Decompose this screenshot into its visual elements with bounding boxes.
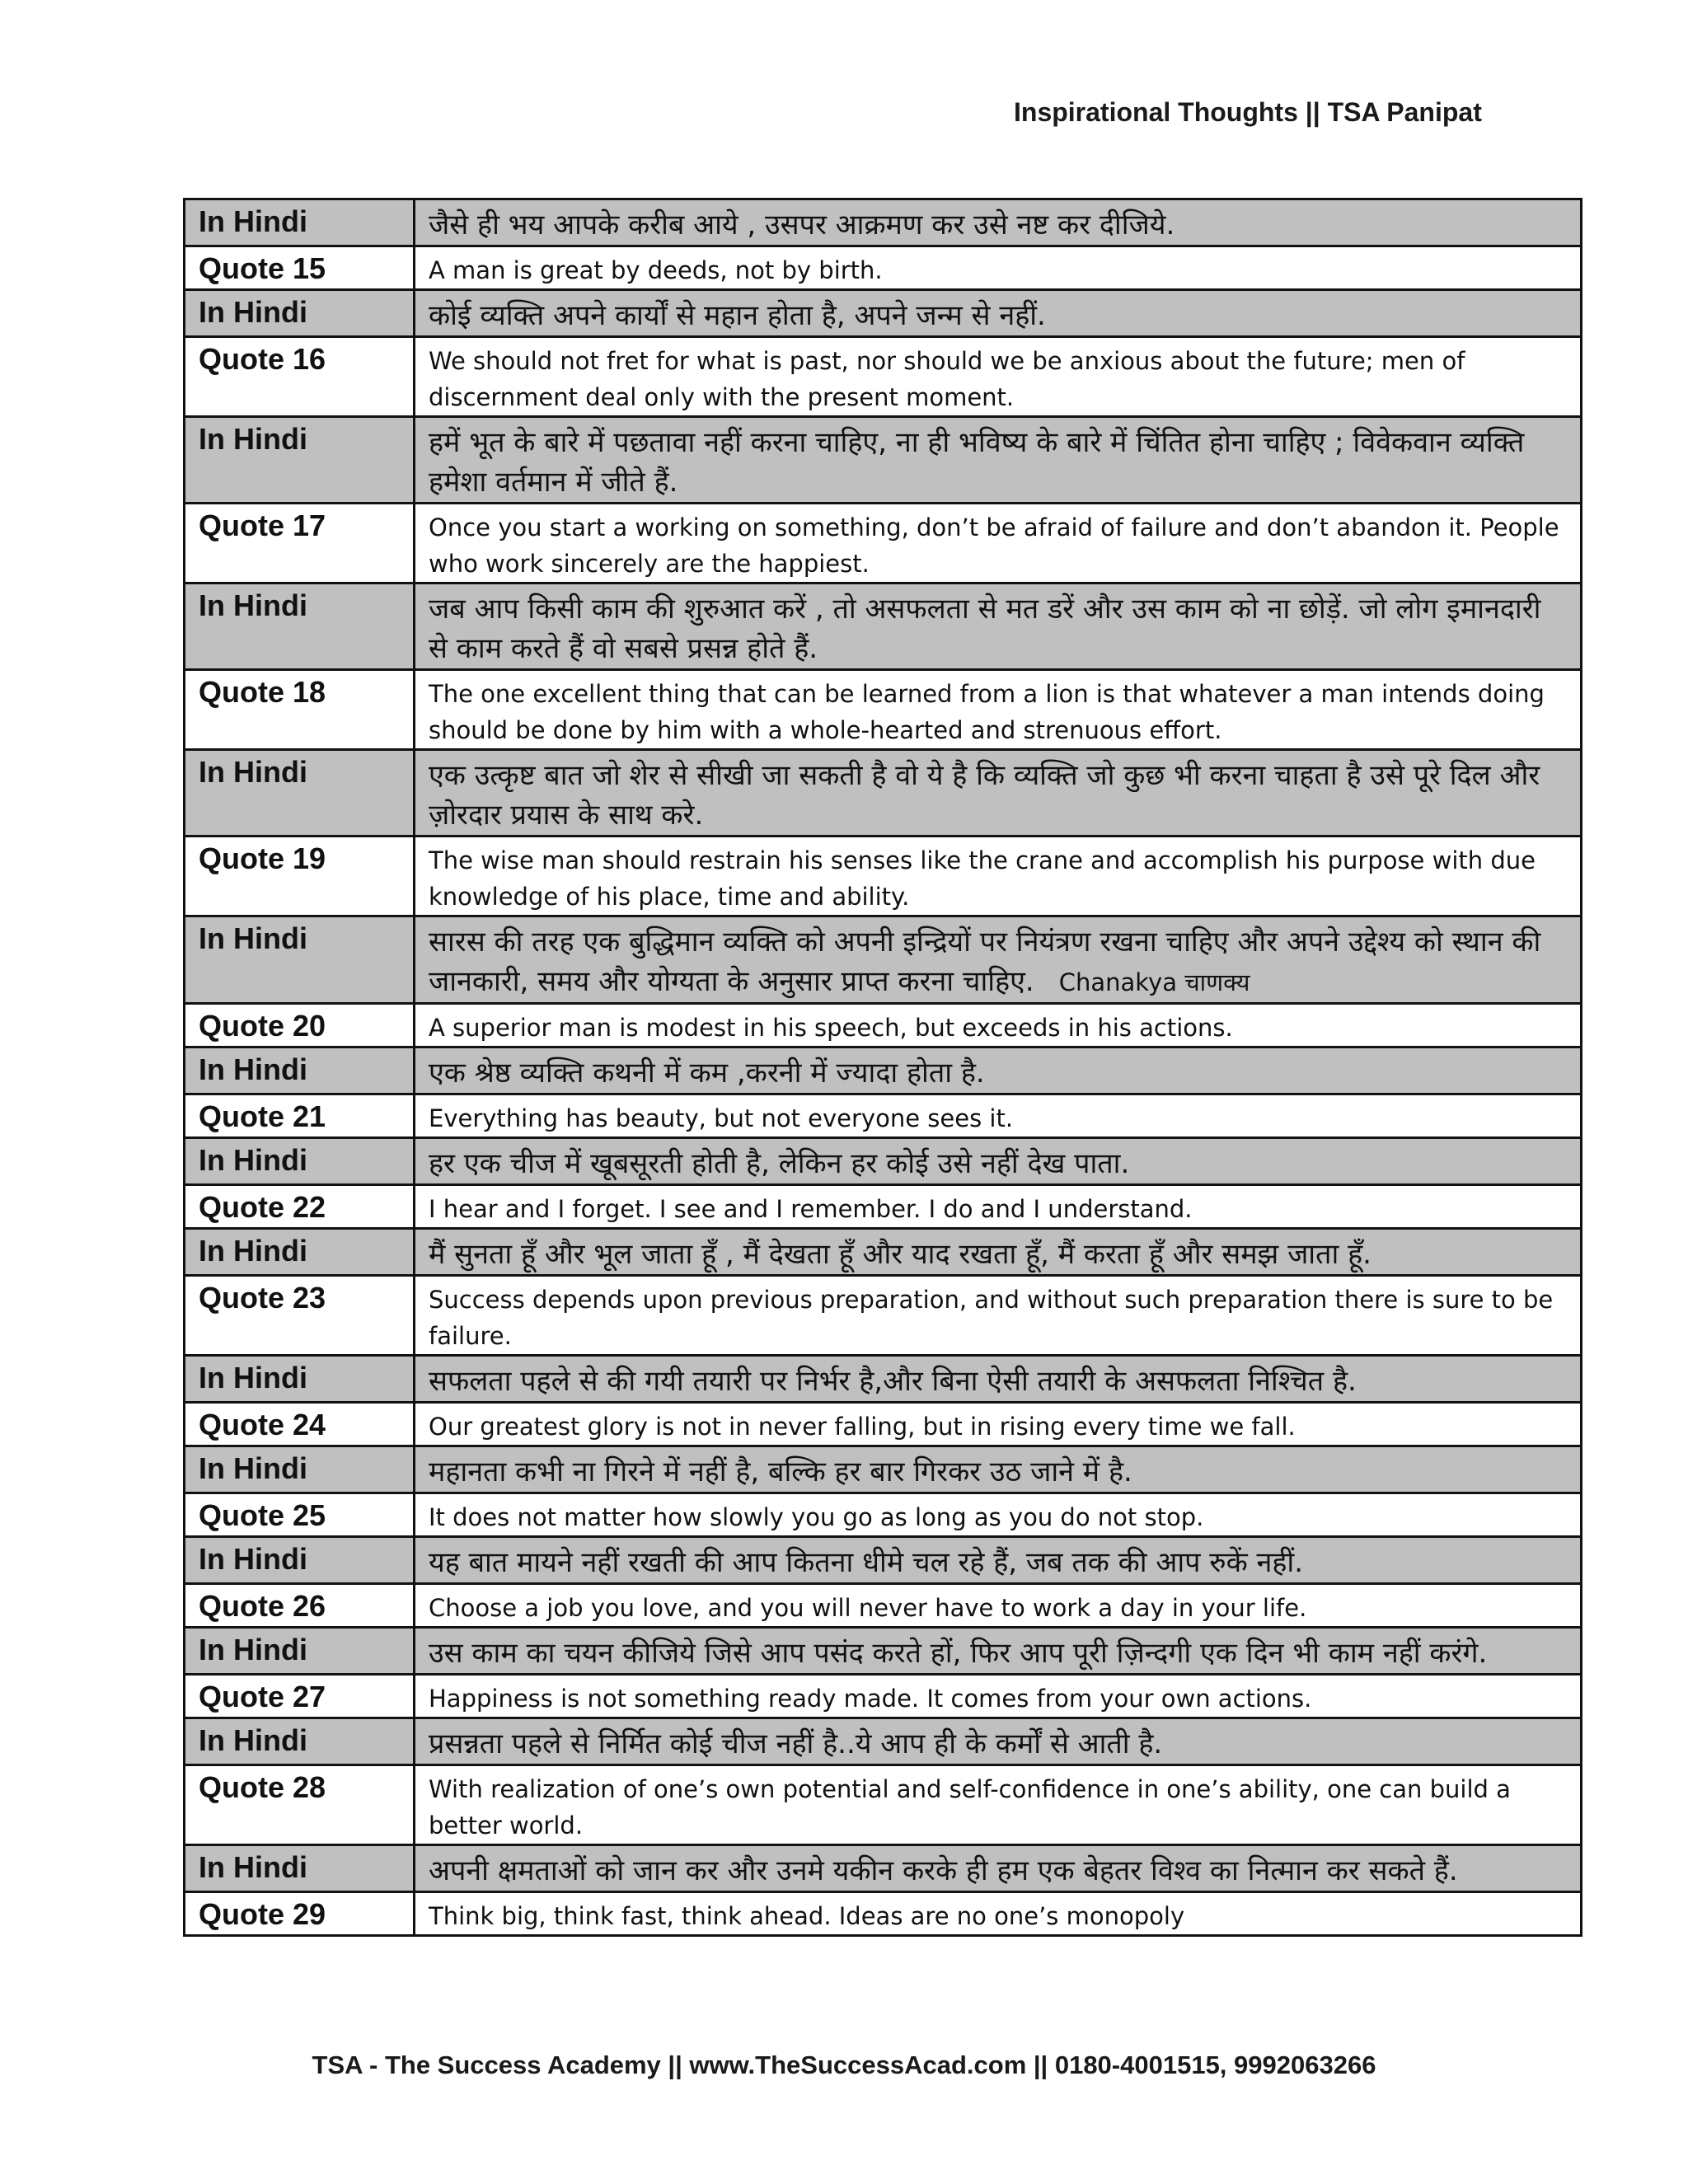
row-label: Quote 23: [185, 1276, 415, 1356]
hindi-translation-row: [185, 1138, 1582, 1185]
quote-row: [185, 1276, 1582, 1356]
quote-text: Think big, think fast, think ahead. Ideas are no one’s monopoly: [429, 1902, 1185, 1930]
row-text-cell: [415, 583, 1582, 670]
quote-text: With realization of one’s own potential and self-confidence in one’s ability, one can build a better world.: [429, 1775, 1511, 1840]
row-label: In Hindi: [185, 1356, 415, 1403]
row-label: Quote 29: [185, 1892, 415, 1936]
row-text-cell: [415, 199, 1582, 246]
row-label: In Hindi: [185, 916, 415, 1004]
hindi-text: हमें भूत के बारे में पछतावा नहीं करना चाहिए, ना ही भविष्य के बारे में चिंतित होना चाहिए ; विवेकवान व्यक्ति हमेशा वर्तमान में जीते हैं.: [429, 426, 1525, 499]
hindi-translation-row: [185, 583, 1582, 670]
row-label: In Hindi: [185, 1628, 415, 1675]
quote-text: Once you start a working on something, don’t be afraid of failure and don’t abandon it. People who work sincerely are the happiest.: [429, 513, 1559, 578]
row-text-cell: [415, 1094, 1582, 1138]
row-text-cell: [415, 1628, 1582, 1675]
quote-text: I hear and I forget. I see and I remember. I do and I understand.: [429, 1195, 1193, 1223]
row-text-cell: [415, 1276, 1582, 1356]
row-label: In Hindi: [185, 417, 415, 504]
row-label: Quote 17: [185, 504, 415, 583]
row-text-cell: [415, 1493, 1582, 1537]
row-label: In Hindi: [185, 1718, 415, 1765]
row-text-cell: [415, 1047, 1582, 1094]
hindi-text: जैसे ही भय आपके करीब आये , उसपर आक्रमण कर उसे नष्ट कर दीजिये.: [429, 209, 1175, 241]
quote-row: [185, 1403, 1582, 1446]
quote-row: [185, 1493, 1582, 1537]
row-text-cell: [415, 337, 1582, 417]
row-label: Quote 18: [185, 670, 415, 750]
hindi-translation-row: [185, 1229, 1582, 1276]
quote-text: The one excellent thing that can be learned from a lion is that whatever a man intends doing should be done by him with a whole-hearted and strenuous effort.: [429, 680, 1545, 744]
row-text-cell: [415, 1356, 1582, 1403]
row-label: In Hindi: [185, 1138, 415, 1185]
quote-text: A superior man is modest in his speech, but exceeds in his actions.: [429, 1014, 1233, 1042]
quote-text: Everything has beauty, but not everyone sees it.: [429, 1104, 1014, 1132]
row-text-cell: [415, 417, 1582, 504]
row-label: Quote 20: [185, 1004, 415, 1047]
hindi-text: यह बात मायने नहीं रखती की आप कितना धीमे चल रहे हैं, जब तक की आप रुकें नहीं.: [429, 1546, 1304, 1579]
hindi-text: एक श्रेष्ठ व्यक्ति कथनी में कम ,करनी में ज्यादा होता है.: [429, 1057, 985, 1090]
quote-text: The wise man should restrain his senses like the crane and accomplish his purpose with due knowledge of his place, time and ability.: [429, 846, 1536, 911]
row-label: In Hindi: [185, 1229, 415, 1276]
row-label: Quote 21: [185, 1094, 415, 1138]
hindi-translation-row: [185, 750, 1582, 837]
quote-row: [185, 670, 1582, 750]
row-text-cell: [415, 246, 1582, 290]
hindi-text: मैं सुनता हूँ और भूल जाता हूँ , मैं देखता हूँ और याद रखता हूँ, मैं करता हूँ और समझ जाता हूँ.: [429, 1238, 1372, 1271]
hindi-translation-row: [185, 1628, 1582, 1675]
row-text-cell: [415, 1845, 1582, 1892]
quote-row: [185, 246, 1582, 290]
quote-row: [185, 837, 1582, 916]
row-label: In Hindi: [185, 199, 415, 246]
hindi-text: उस काम का चयन कीजिये जिसे आप पसंद करते हों, फिर आप पूरी ज़िन्दगी एक दिन भी काम नहीं करंगे.: [429, 1637, 1488, 1670]
row-text-cell: [415, 1584, 1582, 1628]
quote-author: Chanakya चाणक्य: [1058, 968, 1250, 996]
quote-text: Choose a job you love, and you will never have to work a day in your life.: [429, 1594, 1307, 1622]
row-label: Quote 24: [185, 1403, 415, 1446]
quote-row: [185, 1584, 1582, 1628]
row-label: Quote 22: [185, 1185, 415, 1229]
row-label: In Hindi: [185, 1446, 415, 1493]
row-text-cell: [415, 916, 1582, 1004]
row-text-cell: [415, 504, 1582, 583]
row-label: In Hindi: [185, 750, 415, 837]
row-text-cell: [415, 750, 1582, 837]
hindi-text: एक उत्कृष्ट बात जो शेर से सीखी जा सकती है वो ये है कि व्यक्ति जो कुछ भी करना चाहता है उसे पूरे दिल और ज़ोरदार प्रयास के साथ करे.: [429, 759, 1540, 832]
hindi-translation-row: [185, 1718, 1582, 1765]
hindi-translation-row: [185, 199, 1582, 246]
row-label: In Hindi: [185, 1845, 415, 1892]
hindi-text: महानता कभी ना गिरने में नहीं है, बल्कि हर बार गिरकर उठ जाने में है.: [429, 1455, 1132, 1488]
row-text-cell: [415, 1403, 1582, 1446]
row-text-cell: [415, 670, 1582, 750]
row-label: Quote 19: [185, 837, 415, 916]
quote-text: Success depends upon previous preparation, and without such preparation there is sure to be failure.: [429, 1286, 1554, 1350]
quote-row: [185, 504, 1582, 583]
quote-row: [185, 1892, 1582, 1936]
hindi-translation-row: [185, 1537, 1582, 1584]
row-text-cell: [415, 1004, 1582, 1047]
hindi-translation-row: [185, 417, 1582, 504]
row-text-cell: [415, 1537, 1582, 1584]
quote-row: [185, 337, 1582, 417]
row-label: In Hindi: [185, 290, 415, 337]
row-text-cell: [415, 1185, 1582, 1229]
row-label: In Hindi: [185, 1047, 415, 1094]
hindi-text: जब आप किसी काम की शुरुआत करें , तो असफलता से मत डरें और उस काम को ना छोड़ें. जो लोग इमानदारी से काम करते हैं वो सबसे प्रसन्न होते हैं.: [429, 593, 1541, 665]
row-label: In Hindi: [185, 583, 415, 670]
hindi-translation-row: [185, 1356, 1582, 1403]
hindi-translation-row: [185, 290, 1582, 337]
row-text-cell: [415, 837, 1582, 916]
row-text-cell: [415, 1138, 1582, 1185]
quote-text: It does not matter how slowly you go as long as you do not stop.: [429, 1503, 1204, 1531]
hindi-translation-row: [185, 1845, 1582, 1892]
hindi-translation-row: [185, 916, 1582, 1004]
hindi-text: सारस की तरह एक बुद्धिमान व्यक्ति को अपनी इन्द्रियों पर नियंत्रण रखना चाहिए और अपने उद्देश्य को स्थान की जानकारी, समय और योग्यता के अनुसार प्राप्त करना चाहिए.: [429, 926, 1541, 998]
page-footer: TSA - The Success Academy || www.TheSuccessAcad.com || 0180-4001515, 9992063266: [312, 2050, 1376, 2079]
quote-text: Our greatest glory is not in never falling, but in rising every time we fall.: [429, 1413, 1296, 1441]
row-label: Quote 27: [185, 1675, 415, 1718]
quote-text: We should not fret for what is past, nor should we be anxious about the future; men of discernment deal only with the present moment.: [429, 347, 1465, 411]
quote-row: [185, 1765, 1582, 1845]
row-text-cell: [415, 1446, 1582, 1493]
quote-row: [185, 1675, 1582, 1718]
row-text-cell: [415, 1675, 1582, 1718]
row-label: Quote 26: [185, 1584, 415, 1628]
row-text-cell: [415, 1718, 1582, 1765]
row-text-cell: [415, 1892, 1582, 1936]
hindi-text: अपनी क्षमताओं को जान कर और उनमे यकीन करके ही हम एक बेहतर विश्व का नित्मान कर सकते हैं.: [429, 1854, 1458, 1887]
row-label: Quote 28: [185, 1765, 415, 1845]
row-label: In Hindi: [185, 1537, 415, 1584]
row-text-cell: [415, 1229, 1582, 1276]
hindi-text: सफलता पहले से की गयी तयारी पर निर्भर है,और बिना ऐसी तयारी के असफलता निश्चित है.: [429, 1365, 1357, 1398]
quotes-table: [183, 198, 1582, 1937]
quote-row: [185, 1185, 1582, 1229]
quote-row: [185, 1094, 1582, 1138]
quote-row: [185, 1004, 1582, 1047]
row-text-cell: [415, 290, 1582, 337]
hindi-translation-row: [185, 1446, 1582, 1493]
quote-text: Happiness is not something ready made. It comes from your own actions.: [429, 1685, 1312, 1713]
quote-text: A man is great by deeds, not by birth.: [429, 256, 883, 284]
hindi-text: प्रसन्नता पहले से निर्मित कोई चीज नहीं है..ये आप ही के कर्मों से आती है.: [429, 1727, 1163, 1760]
row-label: Quote 16: [185, 337, 415, 417]
page-header-title: Inspirational Thoughts || TSA Panipat: [1014, 97, 1482, 127]
hindi-translation-row: [185, 1047, 1582, 1094]
row-text-cell: [415, 1765, 1582, 1845]
row-label: Quote 25: [185, 1493, 415, 1537]
row-label: Quote 15: [185, 246, 415, 290]
hindi-text: हर एक चीज में खूबसूरती होती है, लेकिन हर कोई उसे नहीं देख पाता.: [429, 1147, 1130, 1180]
hindi-text: कोई व्यक्ति अपने कार्यों से महान होता है, अपने जन्म से नहीं.: [429, 299, 1046, 332]
